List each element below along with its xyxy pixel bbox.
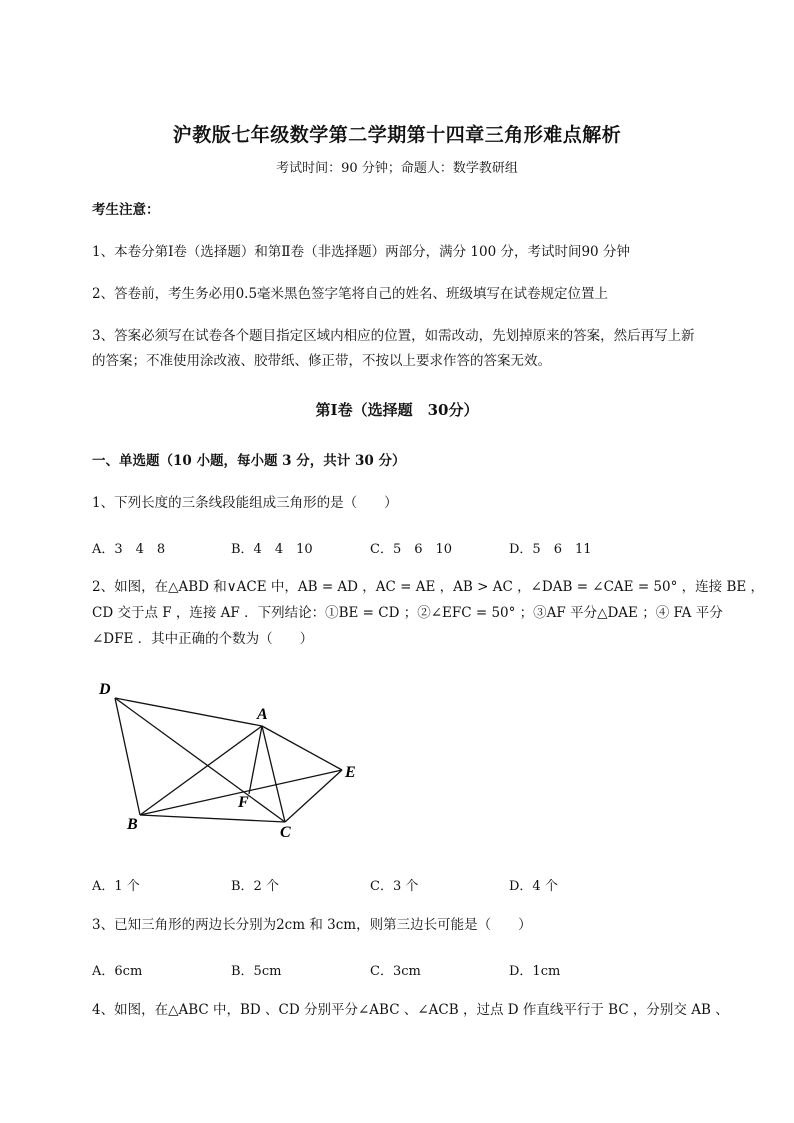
question-2-stem-line-3: ∠DFE ．其中正确的个数为（ ）: [92, 631, 314, 647]
segment-af: [249, 726, 262, 794]
question-1-option-d[interactable]: D．5 6 11: [509, 542, 592, 557]
point-label-d: D: [99, 681, 111, 698]
question-1-stem: 1、下列长度的三条线段能组成三角形的是（ ）: [92, 495, 398, 511]
section-title: 第Ⅰ卷（选择题 30分）: [315, 401, 479, 419]
question-1-option-a[interactable]: A．3 4 8: [92, 542, 166, 557]
notice-heading: 考生注意：: [92, 202, 160, 218]
question-1-option-c[interactable]: C．5 6 10: [370, 542, 453, 557]
point-label-f: F: [238, 794, 249, 811]
part-heading: 一、单选题（10 小题，每小题 3 分，共计 30 分）: [92, 453, 406, 469]
question-2-stem-line-1: 2、如图，在△ABD 和∨ACE 中，AB = AD ，AC = AE ，AB > AC ，∠DAB = ∠CAE = 50° ，连接 BE ，: [92, 579, 765, 595]
point-label-b: B: [127, 816, 138, 833]
notice-item-2: 2、答卷前，考生务必用0.5毫米黑色签字笔将自己的姓名、班级填写在试卷规定位置上: [92, 286, 609, 302]
question-2-stem-line-2: CD 交于点 F ，连接 AF ．下列结论：①BE = CD ；②∠EFC = 50° ；③AF 平分△DAE ；④ FA 平分: [92, 605, 723, 621]
segment-ae: [262, 726, 342, 770]
notice-item-1: 1、本卷分第Ⅰ卷（选择题）和第Ⅱ卷（非选择题）两部分，满分 100 分，考试时间90 分钟: [92, 244, 630, 260]
page-title: 沪教版七年级数学第二学期第十四章三角形难点解析: [172, 124, 622, 146]
question-3-option-d[interactable]: D．1cm: [509, 964, 561, 979]
point-label-a: A: [257, 706, 268, 723]
question-4-stem: 4、如图，在△ABC 中，BD 、CD 分别平分∠ABC 、∠ACB ，过点 D 作直线平行于 BC ，分别交 AB 、: [92, 1002, 729, 1018]
notice-item-3: 3、答案必须写在试卷各个题目指定区域内相应的位置，如需改动，先划掉原来的答案，然后再写上新: [92, 328, 695, 344]
segment-bc: [140, 815, 285, 822]
question-3-stem: 3、已知三角形的两边长分别为2cm 和 3cm，则第三边长可能是（ ）: [92, 917, 532, 933]
page-subtitle: 考试时间：90 分钟；命题人：数学教研组: [276, 161, 518, 176]
question-3-option-c[interactable]: C．3cm: [370, 964, 421, 979]
segment-ce: [285, 770, 342, 822]
question-2-option-d[interactable]: D．4 个: [509, 879, 558, 894]
point-label-e: E: [345, 764, 356, 781]
point-label-c: C: [280, 824, 291, 841]
segment-da: [115, 698, 262, 726]
question-2-option-a[interactable]: A．1 个: [92, 879, 140, 894]
question-3-option-b[interactable]: B．5cm: [231, 964, 282, 979]
figure-lines: [115, 698, 342, 822]
question-3-option-a[interactable]: A．6cm: [92, 964, 143, 979]
question-2-option-c[interactable]: C．3 个: [370, 879, 419, 894]
question-2-option-b[interactable]: B．2 个: [231, 879, 279, 894]
segment-db: [115, 698, 140, 815]
notice-item-3-cont: 的答案；不准使用涂改液、胶带纸、修正带，不按以上要求作答的答案无效。: [92, 353, 551, 369]
question-2-figure: [92, 676, 372, 846]
question-1-option-b[interactable]: B．4 4 10: [231, 542, 313, 557]
